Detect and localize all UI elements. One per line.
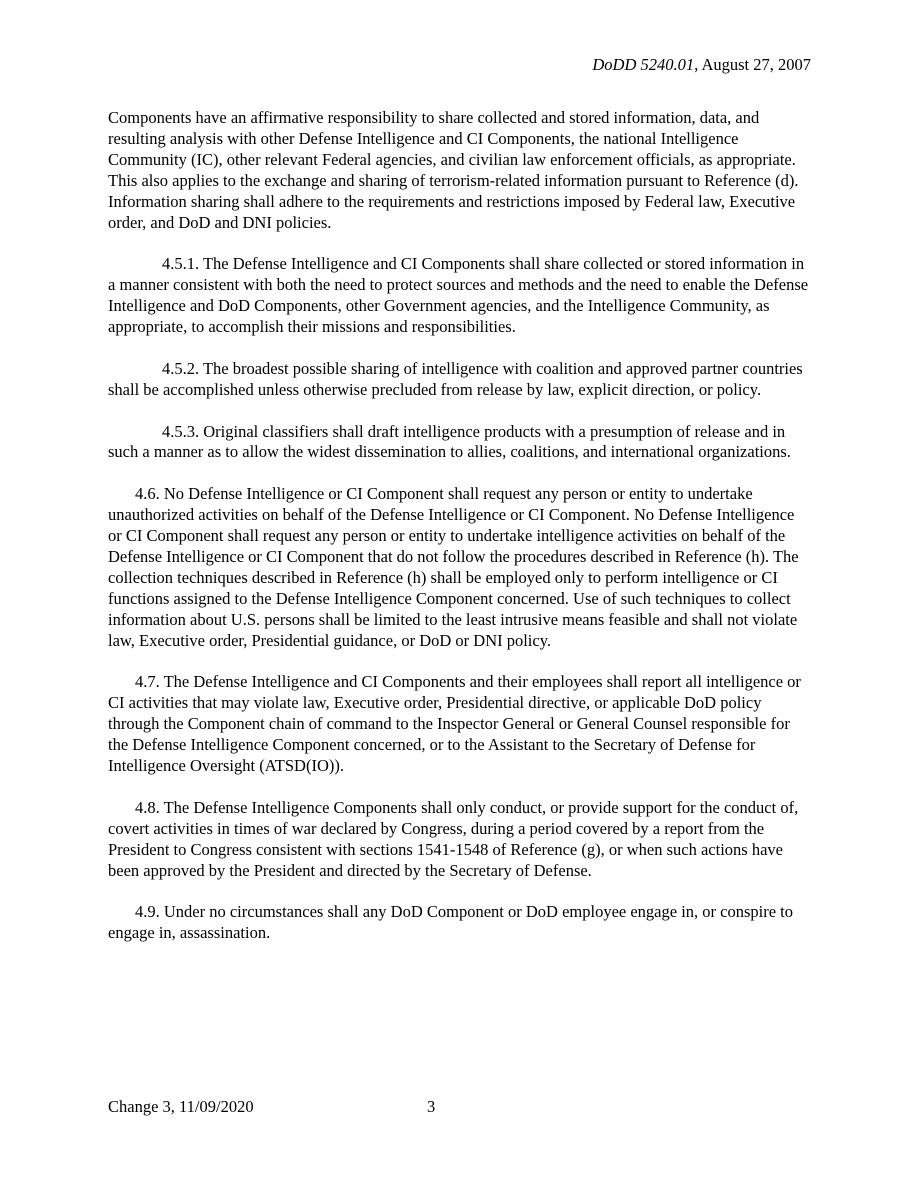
page-header: [592, 55, 811, 75]
paragraph-4-7: 4.7. The Defense Intelligence and CI Components and their employees shall report all intelligence or CI activities that may violate law, Executive order, Presidential directive, or applicable DoD policy through the Component chain of command to the Inspector General or General Counsel responsible for the Defense Intelligence Component concerned, or to the Assistant to the Secretary of Defense for Intelligence Oversight (ATSD(IO)).: [108, 672, 801, 776]
document-id: DoDD 5240.01,: [592, 55, 699, 74]
footer-change-note: Change 3, 11/09/2020: [108, 1097, 254, 1116]
document-body: [108, 108, 812, 965]
paragraph-4-6: 4.6. No Defense Intelligence or CI Component shall request any person or entity to undertake unauthorized activities on behalf of the Defense Intelligence or CI Component. No Defense Intelligence or CI Component shall request any person or entity to undertake intelligence activities on behalf of the Defense Intelligence or CI Component that do not follow the procedures described in Reference (h). The collection techniques described in Reference (h) shall be employed only to perform intelligence or CI functions assigned to the Defense Intelligence Component concerned. Use of such techniques to collect information about U.S. persons shall be limited to the least intrusive means feasible and shall not violate law, Executive order, Presidential guidance, or DoD or DNI policy.: [108, 484, 799, 650]
paragraph-4-5-3: 4.5.3. Original classifiers shall draft intelligence products with a presumption of release and in such a manner as to allow the widest dissemination to allies, coalitions, and international organizations.: [108, 421, 791, 462]
paragraph-4-5-2: 4.5.2. The broadest possible sharing of intelligence with coalition and approved partner countries shall be accomplished unless otherwise precluded from release by law, explicit direction, or policy.: [108, 358, 803, 399]
paragraph-4-5-continued: Components have an affirmative responsibility to share collected and stored information, data, and resulting analysis with other Defense Intelligence and CI Components, the national Intelligence Community (IC), other relevant Federal agencies, and civilian law enforcement officials, as appropriate. This also applies to the exchange and sharing of terrorism-related information pursuant to Reference (d). Information sharing shall adhere to the requirements and restrictions imposed by Federal law, Executive order, and DoD and DNI policies.: [108, 108, 799, 232]
paragraph-4-9: 4.9. Under no circumstances shall any DoD Component or DoD employee engage in, or conspire to engage in, assassination.: [108, 902, 794, 943]
paragraph-4-8: 4.8. The Defense Intelligence Components shall only conduct, or provide support for the conduct of, covert activities in times of war declared by Congress, during a period covered by a report from the President to Congress consistent with sections 1541-1548 of Reference (g), or when such actions have been approved by the President and directed by the Secretary of Defense.: [108, 797, 799, 880]
paragraph-4-5-1: 4.5.1. The Defense Intelligence and CI Components shall share collected or stored information in a manner consistent with both the need to protect sources and methods and the need to enable the Defense Intelligence and DoD Components, other Government agencies, and the Intelligence Community, as appropriate, to accomplish their missions and responsibilities.: [108, 254, 809, 337]
document-date: August 27, 2007: [701, 55, 811, 74]
page-number: 3: [427, 1097, 436, 1116]
